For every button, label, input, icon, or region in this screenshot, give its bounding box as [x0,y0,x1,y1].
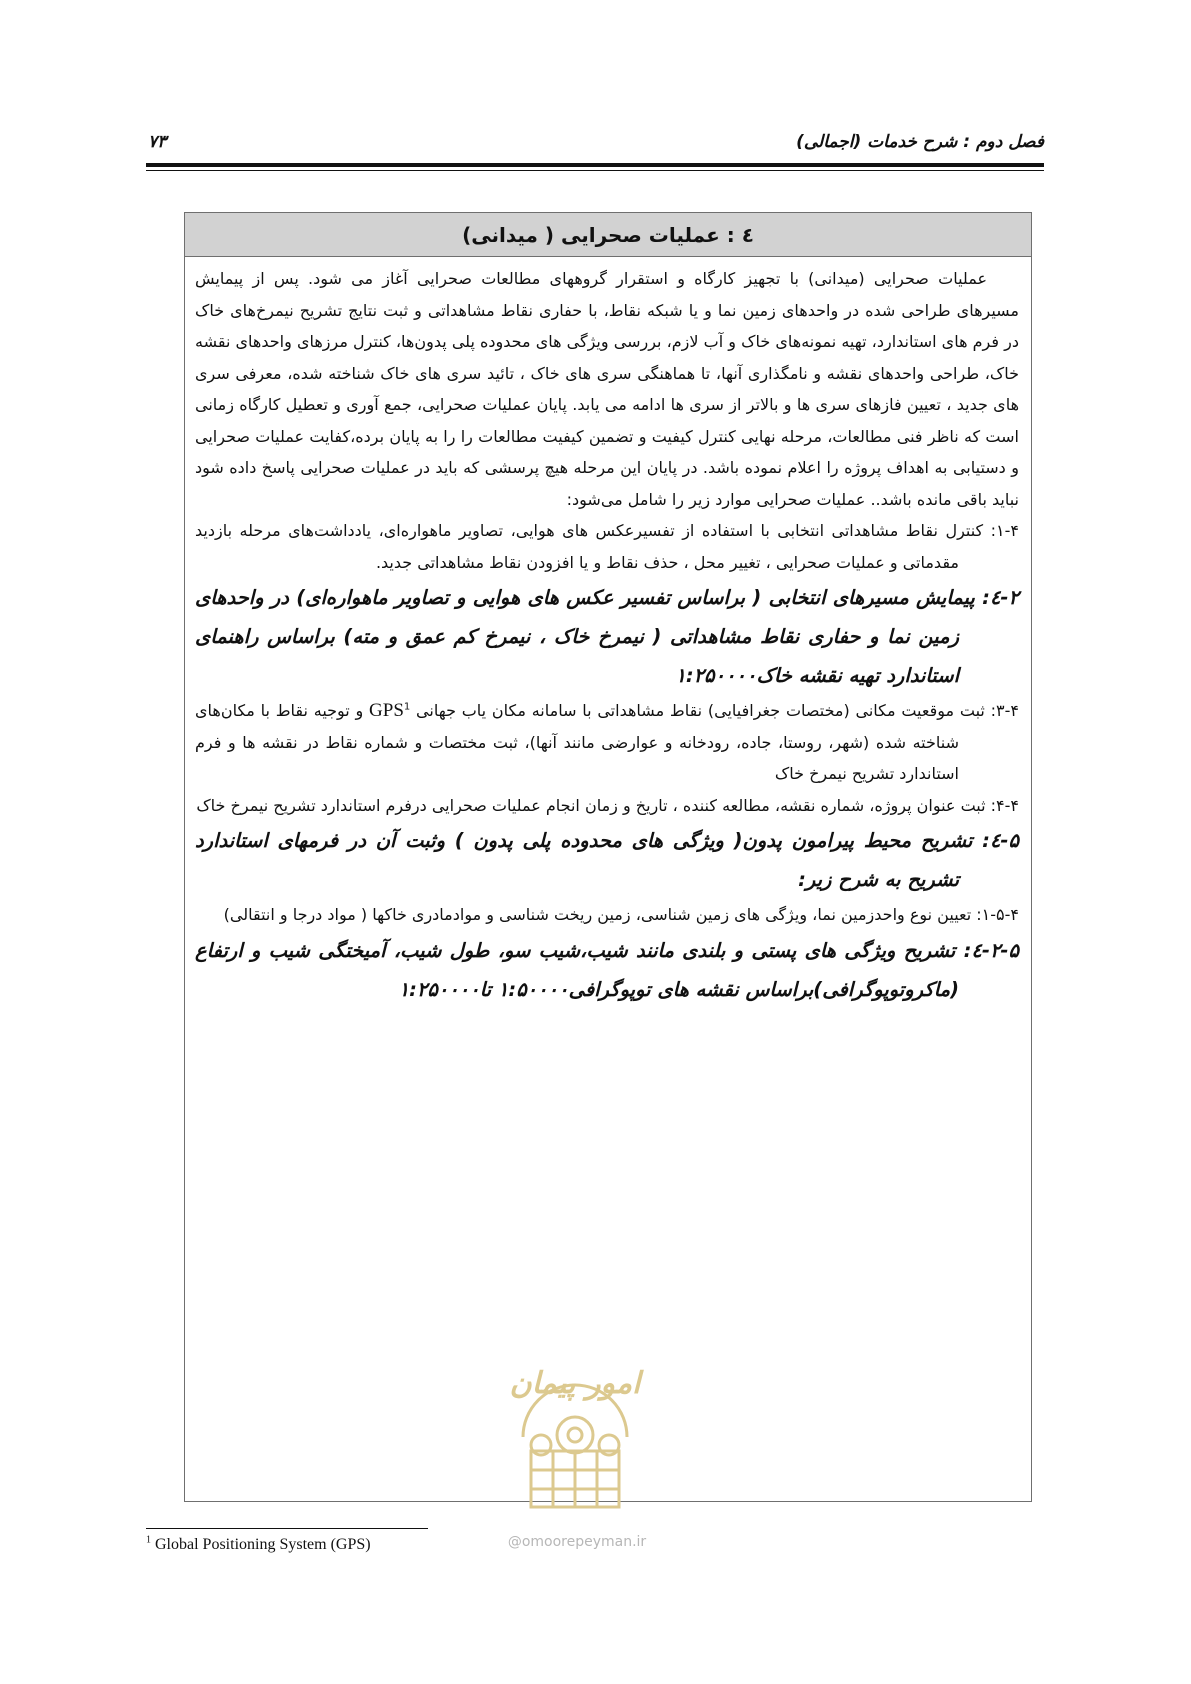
item-4-5-2: ۲-۵-٤: تشریح ویژگی های پستی و بلندی مانند شیب،شیب سو، طول شیب، آمیختگی شیب و ارتفاع (ماکروتوپوگرافی)براساس نقشه های توپوگرافی۱:۵۰۰۰۰ تا۱:۲۵۰۰۰۰ [195,938,1019,1001]
page-number: ۷۳ [148,132,167,152]
item-4-3-text-a: ۳-۴: ثبت موقعیت مکانی (مختصات جغرافیایی) نقاط مشاهداتی با سامانه مکان یاب جهانی [410,701,1019,720]
page-header [146,124,1044,164]
item-4-3-text-b: و توجیه نقاط با مکان‌های شناخته شده (شهر، روستا، جاده، رودخانه و عوارضی مانند آنها)، ثبت مختصات و شماره نقاط در نقشه ها و فرم استاندارد تشریح نیمرخ خاک [195,701,959,783]
watermark-site: @omoorepeyman.ir [507,1534,647,1550]
intro-paragraph: عملیات صحرایی (میدانی) با تجهیز کارگاه و استقرار گروههای مطالعات صحرایی آغاز می شود. پس از پیمایش مسیرهای طراحی شده در واحدهای زمین نما و یا شبکه نقاط، با حفاری نقاط مشاهداتی و ثبت نتایج تشریح نیمرخ‌های خاک در فرم های استاندارد، تهیه نمونه‌های خاک و آب لازم، بررسی ویژگی های محدوده پلی پدون‌ها، کنترل مرزهای واحدهای نقشه خاک، طراحی واحدهای نقشه و نامگذاری آنها، تا هماهنگی سری های خاک ، تائید سری های خاک شناخته شده، معرفی سری های جدید ، تعیین فازهای سری ها و بالاتر از سری ها ادامه می یابد. پایان عملیات صحرایی، جمع آوری و تعطیل کارگاه زمانی است که ناظر فنی مطالعات، مرحله نهایی کنترل کیفیت و تضمین کیفیت مطالعات را را به پایان برده،کفایت عملیات صحرایی و دستیابی به اهداف پروژه را اعلام نموده باشد. در پایان این مرحله هیچ پرسشی که باید در عملیات صحرایی پاسخ داده شود نباید باقی مانده باشد.. عملیات صحرایی موارد زیر را شامل می‌شود: [195,269,1019,509]
omoore-peyman-seal-icon [493,1327,657,1515]
header-rule-thin [146,170,1044,171]
seal-text: امور پیمان [509,1366,641,1401]
footnote [146,1536,371,1554]
section-body [195,263,1019,1009]
footnote-ref: 1 [403,701,411,713]
item-4-4: ۴-۴: ثبت عنوان پروژه، شماره نقشه، مطالعه کننده ، تاریخ و زمان انجام عملیات صحرایی درفرم استاندارد تشریح نیمرخ خاک [196,795,1019,815]
footnote-mark: 1 [146,1534,151,1546]
item-4-5: ۵-٤: تشریح محیط پیرامون پدون( ویژگی های محدوده پلی پدون ) وثبت آن در فرمهای استاندارد تشریح به شرح زیر: [195,829,1019,891]
item-4-1: ۱-۴: کنترل نقاط مشاهداتی انتخابی با استفاده از تفسیرعکس های هوایی، تصاویر ماهواره‌ای، یادداشت‌های مرحله بازدید مقدماتی و عملیات صحرایی ، تغییر محل ، حذف نقاط و یا افزودن نقاط مشاهداتی جدید. [195,521,1019,572]
section-box [184,212,1032,1502]
chapter-title: فصل دوم : شرح خدمات (اجمالی) [796,132,1044,152]
footnote-rule [146,1528,428,1529]
header-rule-thick [146,163,1044,167]
section-title: ٤ : عملیات صحرایی ( میدانی) [185,213,1031,257]
item-4-3 [195,695,1019,790]
footnote-text: Global Positioning System (GPS) [151,1536,371,1553]
gps-term: GPS [369,700,404,721]
item-4-2: ۲-٤: پیمایش مسیرهای انتخابی ( براساس تفسیر عکس های هوایی و تصاویر ماهواره‌ای) در واحدهای زمین نما و حفاری نقاط مشاهداتی ( نیمرخ خاک ، نیمرخ کم عمق و مته) براساس راهنمای استاندارد تهیه نقشه خاک۱:۲۵۰۰۰۰ [195,586,1019,687]
item-4-5-1: ۱-۵-۴: تعیین نوع واحدزمین نما، ویژگی های زمین شناسی، زمین ریخت شناسی و موادمادری خاکها ( مواد درجا و انتقالی) [223,905,1019,924]
